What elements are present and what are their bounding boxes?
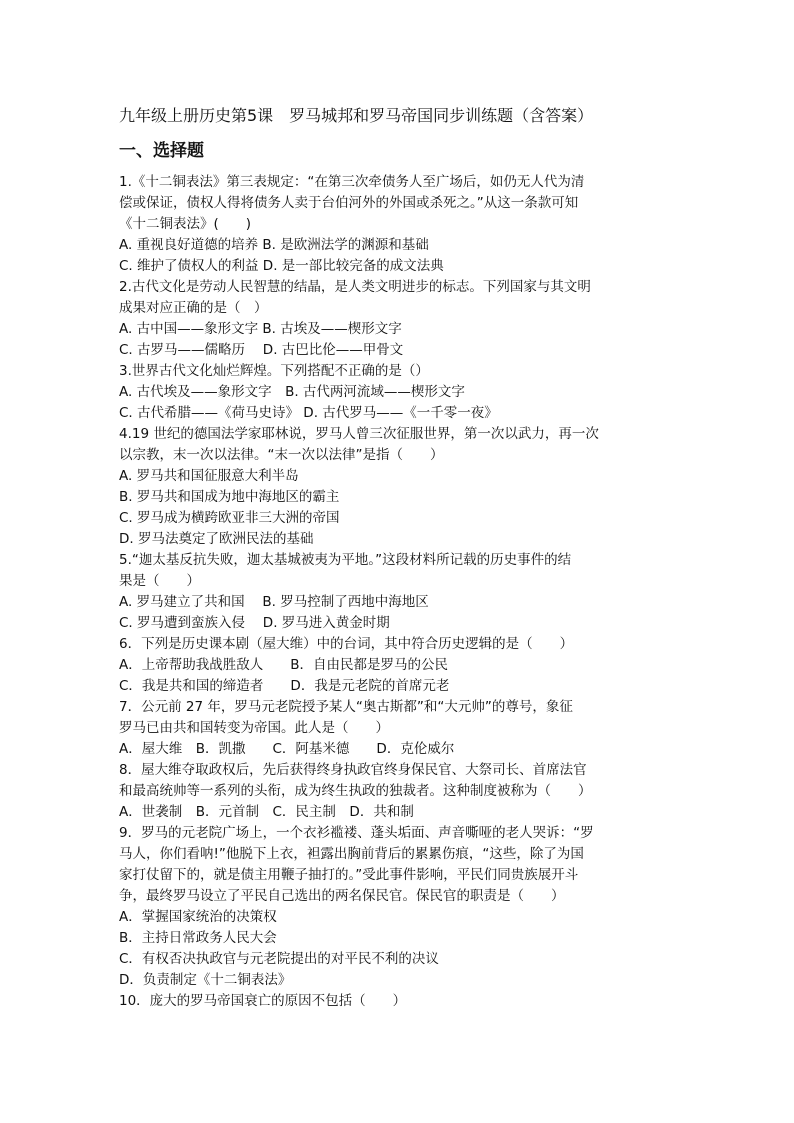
answer-option: A．掌握国家统治的决策权 — [119, 909, 277, 925]
document-body — [119, 104, 679, 1012]
answer-option: C. 古代希腊——《荷马史诗》 D. 古代罗马——《一千零一夜》 — [119, 405, 498, 421]
answer-option: C. 古罗马——儒略历 D. 古巴比伦——甲骨文 — [119, 342, 404, 358]
question-stem-line: 争，最终罗马设立了平民自己选出的两名保民官。保民官的职责是（ ） — [119, 888, 565, 904]
question-stem-line: 罗马已由共和国转变为帝国。此人是（ ） — [119, 720, 389, 736]
question-8 — [119, 760, 679, 823]
question-stem-line: 果是（ ） — [119, 573, 200, 589]
answer-option: A．屋大维 B．凯撒 C．阿基米德 D．克伦威尔 — [119, 741, 455, 757]
answer-option: C. 维护了债权人的利益 D. 是一部比较完备的成文法典 — [119, 258, 444, 274]
question-6 — [119, 634, 679, 697]
answer-option: A. 古代埃及——象形文字 B. 古代两河流域——楔形文字 — [119, 384, 465, 400]
answer-option: C．我是共和国的缔造者 D．我是元老院的首席元老 — [119, 678, 450, 694]
question-list — [119, 172, 679, 1012]
section-title: 一、选择题 — [119, 141, 204, 161]
question-stem-line: 马人，你们看呐!”他脱下上衣，袒露出胸前背后的累累伤痕，“这些，除了为国 — [119, 846, 584, 862]
question-4 — [119, 424, 679, 550]
answer-option: C. 罗马成为横跨欧亚非三大洲的帝国 — [119, 510, 340, 526]
question-stem-line: 2.古代文化是劳动人民智慧的结晶，是人类文明进步的标志。下列国家与其文明 — [119, 279, 591, 295]
answer-option: C. 罗马遭到蛮族入侵 D. 罗马进入黄金时期 — [119, 615, 390, 631]
answer-option: A. 罗马建立了共和国 B. 罗马控制了西地中海地区 — [119, 594, 429, 610]
question-stem-line: 《十二铜表法》( ) — [119, 216, 252, 232]
answer-option: A. 古中国——象形文字 B. 古埃及——楔形文字 — [119, 321, 402, 337]
question-1 — [119, 172, 679, 277]
answer-option: C．有权否决执政官与元老院提出的对平民不利的决议 — [119, 951, 439, 967]
question-stem-line: 8．屋大维夺取政权后，先后获得终身执政官终身保民官、大祭司长、首席法官 — [119, 762, 587, 778]
question-stem-line: 4.19 世纪的德国法学家耶林说，罗马人曾三次征服世界，第一次以武力，再一次 — [119, 426, 599, 442]
question-3 — [119, 361, 679, 424]
question-stem-line: 3.世界古代文化灿烂辉煌。下列搭配不正确的是（） — [119, 363, 429, 379]
answer-option: B. 罗马共和国成为地中海地区的霸主 — [119, 489, 340, 505]
question-2 — [119, 277, 679, 361]
question-stem-line: 偿或保证，债权人得将债务人卖于台伯河外的外国或杀死之。”从这一条款可知 — [119, 195, 579, 211]
question-stem-line: 9．罗马的元老院广场上，一个衣衫褴褛、蓬头垢面、声音嘶哑的老人哭诉：“罗 — [119, 825, 594, 841]
answer-option: A．世袭制 B．元首制 C．民主制 D．共和制 — [119, 804, 414, 820]
answer-option: D．负责制定《十二铜表法》 — [119, 972, 292, 988]
question-stem-line: 和最高统帅等一系列的头衔，成为终生执政的独裁者。这种制度被称为（ ） — [119, 783, 592, 799]
question-stem-line: 5.“迦太基反抗失败，迦太基城被夷为平地。”这段材料所记载的历史事件的结 — [119, 552, 572, 568]
answer-option: A. 重视良好道德的培养 B. 是欧洲法学的渊源和基础 — [119, 237, 429, 253]
question-stem-line: 6．下列是历史课本剧（屋大维）中的台词，其中符合历史逻辑的是（ ） — [119, 636, 574, 652]
question-stem-line: 7．公元前 27 年，罗马元老院授予某人“奥古斯都”和“大元帅”的尊号，象征 — [119, 699, 573, 715]
question-7 — [119, 697, 679, 760]
question-stem-line: 1.《十二铜表法》第三表规定：“在第三次牵债务人至广场后，如仍无人代为清 — [119, 174, 585, 190]
answer-option: A．上帝帮助我战胜敌人 B．自由民都是罗马的公民 — [119, 657, 448, 673]
question-stem-line: 以宗教，末一次以法律。“末一次以法律”是指（ ） — [119, 447, 444, 463]
question-5 — [119, 550, 679, 634]
answer-option: B．主持日常政务人民大会 — [119, 930, 277, 946]
question-stem-line: 家打仗留下的，就是债主用鞭子抽打的。”受此事件影响，平民们同贵族展开斗 — [119, 867, 579, 883]
answer-option: A. 罗马共和国征服意大利半岛 — [119, 468, 299, 484]
question-stem-line: 成果对应正确的是（ ） — [119, 300, 268, 316]
answer-option: D. 罗马法奠定了欧洲民法的基础 — [119, 531, 314, 547]
question-9 — [119, 823, 679, 991]
document-title: 九年级上册历史第5课 罗马城邦和罗马帝国同步训练题（含答案） — [119, 106, 594, 125]
question-stem-line: 10．庞大的罗马帝国衰亡的原因不包括（ ） — [119, 993, 407, 1009]
question-10 — [119, 991, 679, 1012]
